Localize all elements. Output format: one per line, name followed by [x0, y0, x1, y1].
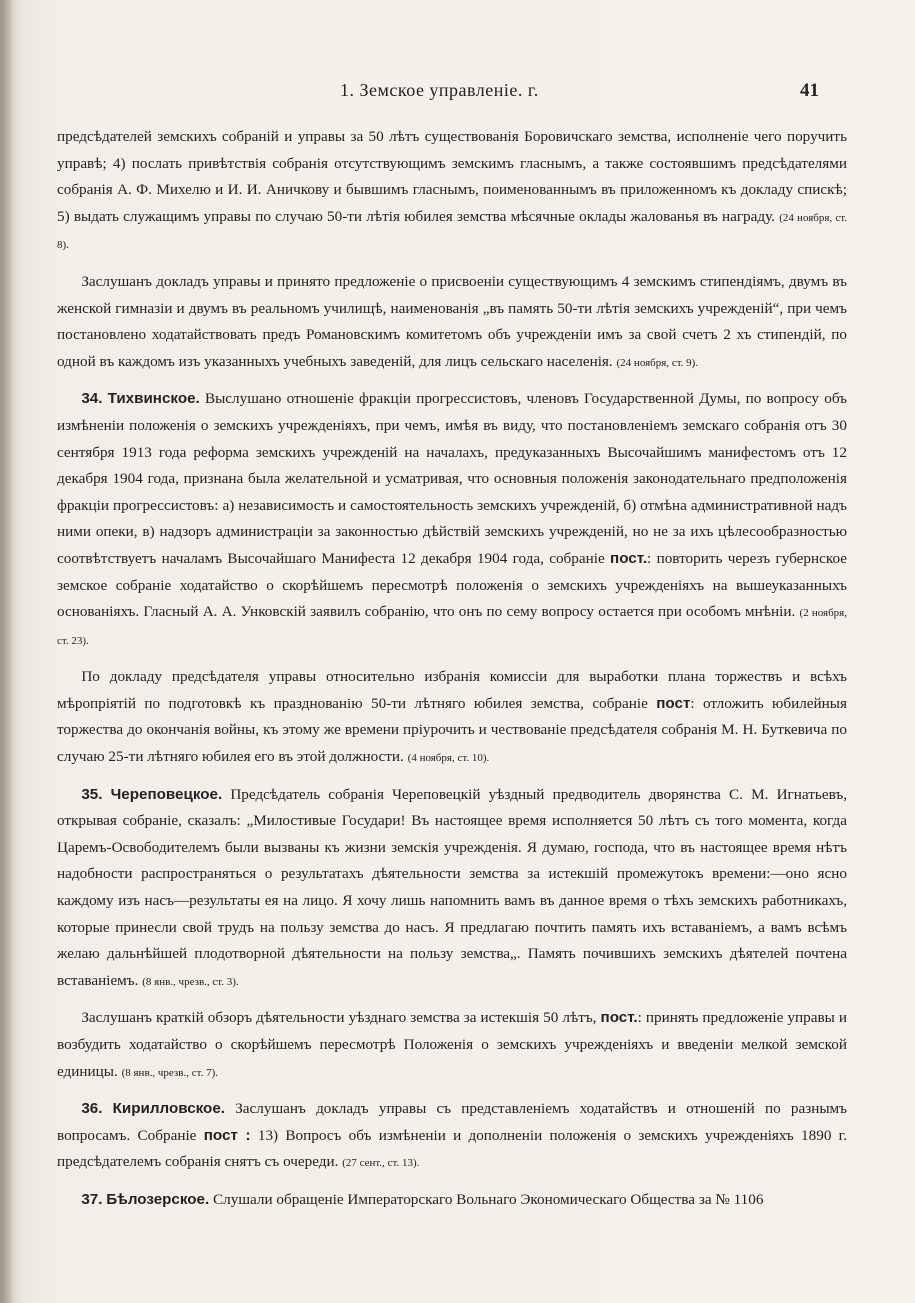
section-36-kirillov — [57, 1096, 847, 1177]
section-35-cherepovets — [57, 782, 847, 996]
paragraph-jubilee-commission — [57, 664, 847, 771]
section-number: 34. — [81, 390, 103, 408]
section-name: Череповецкое. — [110, 785, 223, 803]
paragraph-text: Выслушано отношеніе фракціи прогрессистовъ, членовъ Государственной Думы, по вопросу объ измѣненіи положенія о земскихъ учрежденіяхъ, при чемъ, имѣя въ виду, что постановленіемъ земскаго собранія отъ 30 сентября 1913 года реформа земскихъ учрежденій на началахъ, предуказанныхъ Высочайшимъ манифестомъ отъ 12 декабря 1904 года, признана была желательной и усматривая, что основныя положенія законодательнаго предположенія фракціи прогрессистовъ: а) независимость и самостоятельность земскихъ учрежденій, б) отмѣна административной надъ ними опеки, в) надзоръ администраціи за законностью дѣйствій земскихъ учрежденій, но не за ихъ цѣлесообразностью соотвѣтствуетъ началамъ Высочайшаго Манифеста 12 декабря 1904 года, собраніе — [57, 390, 848, 567]
page-header — [0, 80, 915, 110]
page-number: 41 — [800, 80, 819, 101]
resolution-marker: пост. — [610, 549, 648, 567]
paragraph-stipends — [57, 269, 847, 376]
section-37-belozersk — [57, 1187, 847, 1214]
body-text — [57, 124, 847, 1214]
paragraph-text: 13) Вопросъ объ измѣненіи и дополненіи положенія о земскихъ учрежденіяхъ 1890 г. предсѣдателемъ собранія снятъ съ очереди. — [57, 1126, 847, 1171]
paragraph-text: Заслушанъ докладъ управы и принято предложеніе о присвоеніи существующимъ 4 земскимъ стипендіямъ, двумъ въ женской гимназіи и двумъ въ реальномъ училищѣ, наименованія „въ память 50-ти лѣтія земскихъ учрежденій“, при чемъ постановлено ходатайствовать предъ Романовскимъ комитетомъ объ учрежденіи имъ за свой счетъ 2 хъ стипендій, по одной въ каждомъ изъ указанныхъ учебныхъ заведеній, для лицъ сельскаго населенія. — [57, 272, 847, 370]
reference-citation: (24 ноября, ст. 8). — [57, 211, 847, 252]
paragraph-text: По докладу предсѣдателя управы относительно избранія комиссіи для выработки плана торжествъ и всѣхъ мѣропріятій по подготовкѣ къ празднованію 50-ти лѣтняго юбилея земства, собраніе — [57, 668, 847, 712]
reference-citation: (2 ноября, ст. 23). — [57, 607, 847, 647]
paragraph-text: Предсѣдатель собранія Череповецкій уѣздный предводитель дворянства С. М. Игнатьевъ, открывая собраніе, сказалъ: „Милостивые Государи! Въ настоящее время исполняется 50 лѣтъ съ того момента, когда Царемъ-Освободителемъ были вызваны къ жизни земскія учрежденія. Я думаю, господа, что въ настоящее время нѣтъ надобности распространяться о результатахъ дѣятельности земства за истекшій промежутокъ времени:—оно ясно каждому изъ насъ—результаты ея на лицо. Я хочу лишь напомнить вамъ въ данное время о тѣхъ земскихъ работникахъ, которые принесли свой трудъ на пользу земства до насъ. Я предлагаю почтить память ихъ вставаніемъ, а вамъ всѣмъ желаю дальнѣйшей плодотворной дѣятельности на пользу земства„. Память почившихъ земскихъ дѣятелей почтена вставаніемъ. — [57, 785, 848, 989]
resolution-marker: пост. — [600, 1009, 638, 1027]
section-name: Тихвинское. — [107, 390, 200, 408]
resolution-marker: пост — [656, 694, 691, 712]
section-name: Бѣлозерское. — [106, 1190, 210, 1208]
paragraph-text: : отложить юбилейныя торжества до окончанія войны, къ этому же времени пріурочить и чествованіе предсѣдателя собранія М. Н. Буткевича по случаю 25-ти лѣтняго юбилея его въ этой должности. — [57, 694, 847, 766]
paragraph-text: Заслушанъ краткій обзоръ дѣятельности уѣзднаго земства за истекшія 50 лѣтъ, — [81, 1009, 597, 1027]
section-number: 37. — [81, 1190, 103, 1208]
paragraph-text: : принять предложеніе управы и возбудить ходатайство о скорѣйшемъ пересмотрѣ Положенія о земскихъ учрежденіяхъ и введеніи мелкой земской единицы. — [57, 1009, 847, 1080]
reference-citation: (24 ноября, ст. 9). — [616, 356, 699, 369]
paragraph-text: Слушали обращеніе Императорскаго Вольнаго Экономическаго Общества за № 1106 — [213, 1190, 764, 1208]
section-name: Кирилловское. — [112, 1100, 225, 1118]
running-head: 1. Земское управленіе. г. — [340, 80, 539, 100]
section-34-tikhvin — [57, 386, 847, 654]
paragraph-text: : повторить черезъ губернское земское собраніе ходатайство о скорѣйшемъ пересмотрѣ положенія о земскихъ учрежденіяхъ на вышеуказанныхъ основаніяхъ. Гласный А. А. Унковскій заявилъ собранію, что онъ по сему вопросу остается при особомъ мнѣніи. — [57, 549, 847, 621]
section-number: 35. — [81, 785, 103, 803]
paragraph-text: Заслушанъ докладъ управы съ представленіемъ ходатайствъ и отношеній по разнымъ вопросамъ. Собраніе — [57, 1100, 848, 1144]
resolution-marker: пост : — [203, 1126, 251, 1144]
paragraph-text: предсѣдателей земскихъ собраній и управы за 50 лѣтъ существованія Боровичскаго земства, исполненіе чего поручить управѣ; 4) послать привѣтствія собранія отсутствующимъ земскимъ гласнымъ, а также состоявшимъ предсѣдателями собранія А. Ф. Михелю и И. И. Аничкову и бывшимъ гласнымъ, поименованнымъ въ приложенномъ къ докладу спискѣ; 5) выдать служащимъ управы по случаю 50-ти лѣтія юбилея земства мѣсячные оклады жалованья въ награду. — [57, 128, 847, 225]
reference-citation: (27 сент., ст. 13). — [342, 1157, 420, 1170]
reference-citation: (8 янв., чрезв., ст. 3). — [142, 975, 239, 988]
section-number: 36. — [81, 1100, 103, 1118]
paragraph-activity-review — [57, 1005, 847, 1086]
reference-citation: (8 янв., чрезв., ст. 7). — [121, 1066, 218, 1079]
paragraph-borovichi-continued — [57, 124, 847, 259]
binding-shadow — [0, 0, 14, 1303]
reference-citation: (4 ноября, ст. 10). — [407, 752, 490, 765]
